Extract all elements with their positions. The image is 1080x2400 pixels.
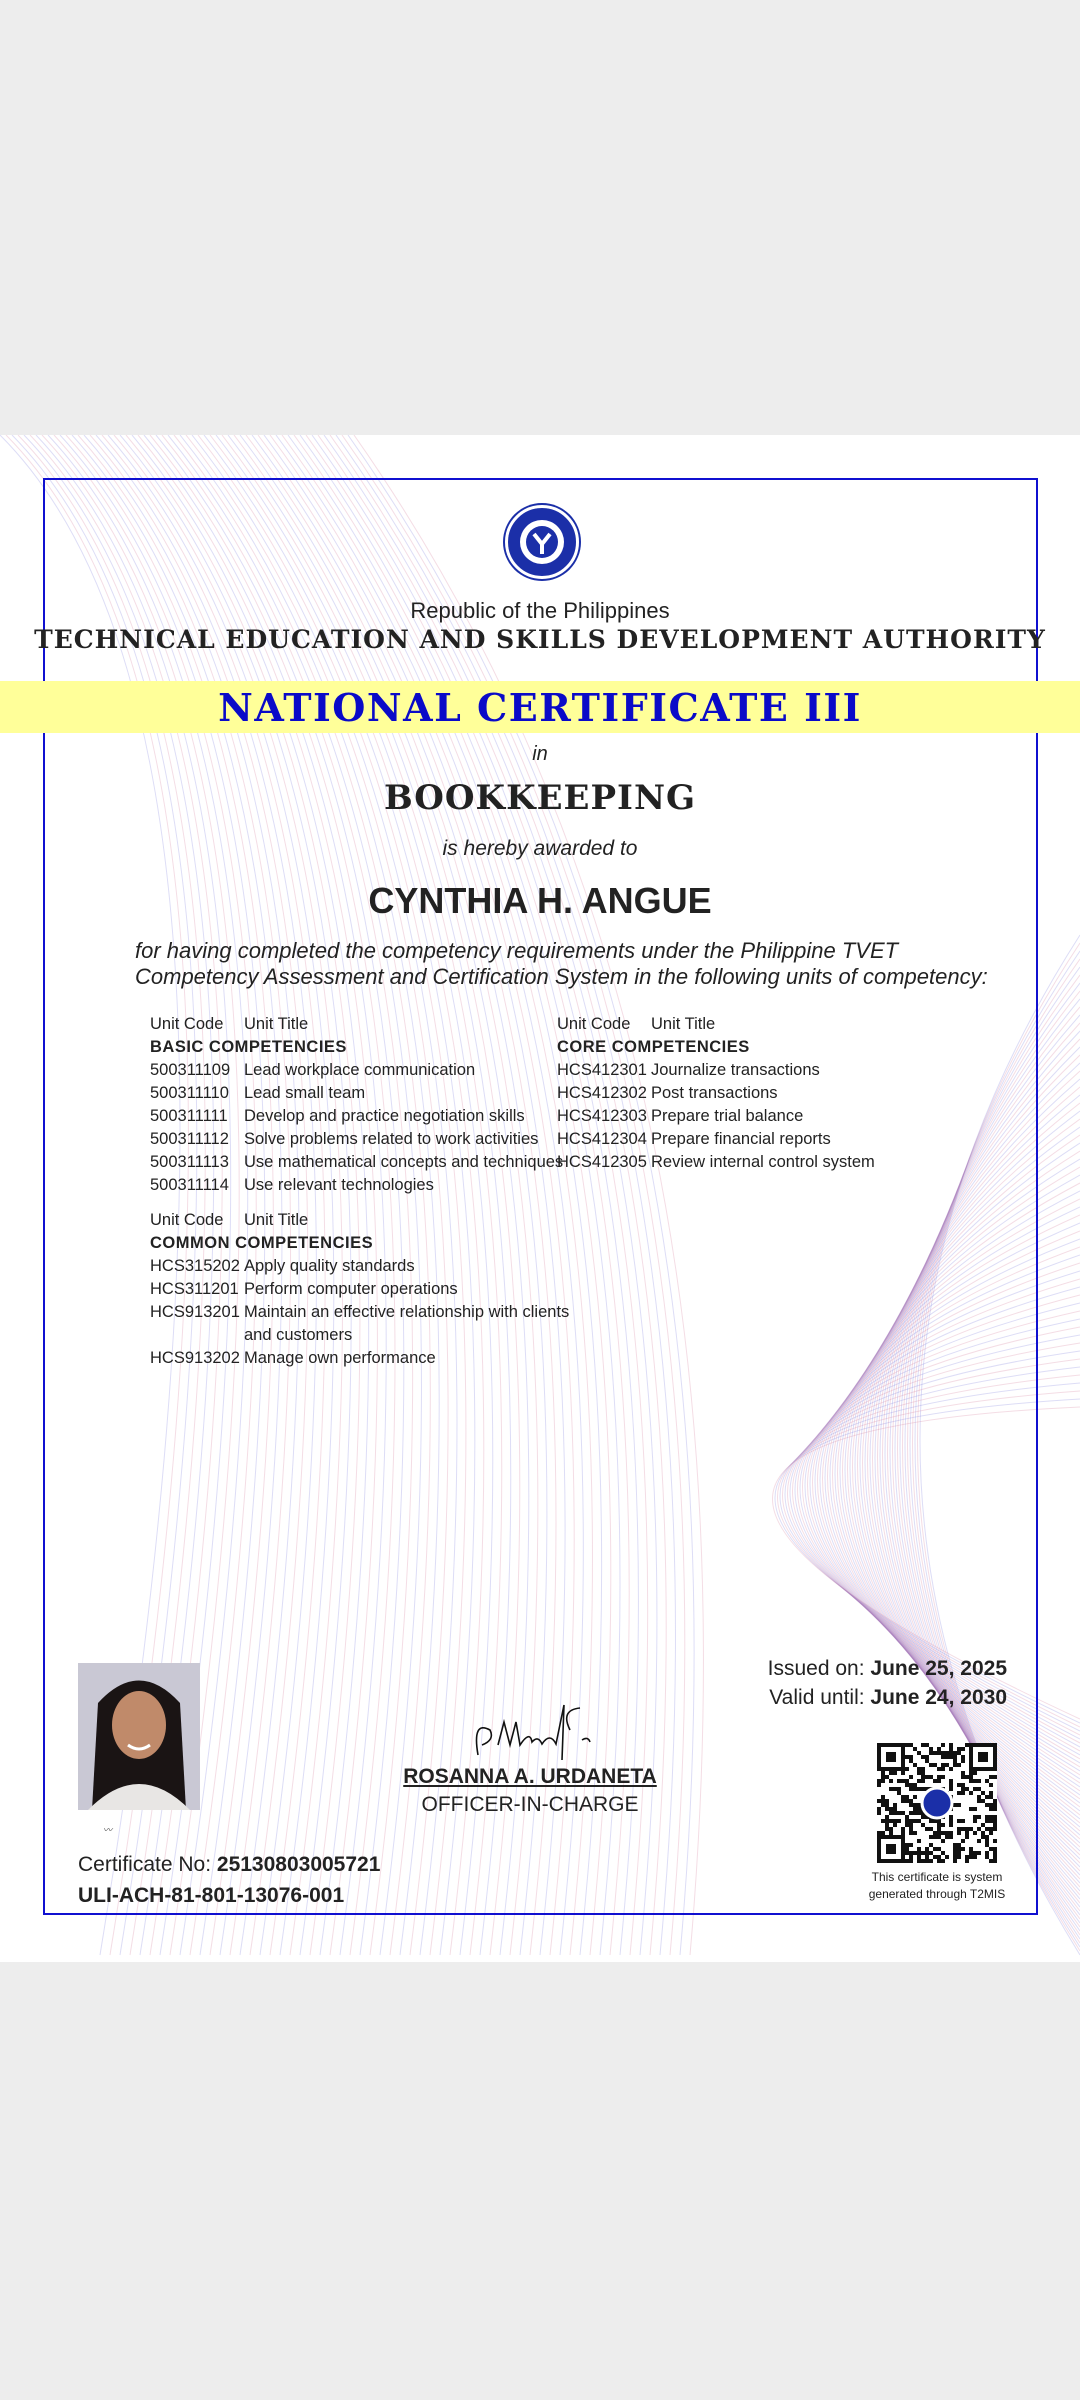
unit-code: 500311109 [150, 1061, 231, 1079]
qr-code-icon [877, 1743, 997, 1863]
column-header-code: Unit Code [150, 1211, 224, 1229]
unit-code: HCS315202 [150, 1257, 240, 1275]
unit-title: Manage own performance [244, 1349, 436, 1367]
column-header-code: Unit Code [557, 1015, 631, 1033]
qualification: BOOKKEEPING [383, 778, 697, 818]
basic-competencies-table [150, 1013, 569, 1370]
unit-title: Solve problems related to work activities [244, 1130, 539, 1148]
issued-label: Issued on: [767, 1657, 871, 1680]
issued-date: June 25, 2025 [870, 1657, 1007, 1680]
column-header-title: Unit Title [651, 1015, 716, 1033]
unit-row-continued [150, 1324, 569, 1347]
unit-title: Review internal control system [651, 1153, 875, 1171]
unit-code: 500311110 [150, 1084, 229, 1102]
unit-code: 500311111 [150, 1107, 228, 1125]
section-heading: COMMON COMPETENCIES [150, 1234, 374, 1252]
in-label: in [532, 743, 548, 765]
unit-code: HCS412303 [557, 1107, 647, 1125]
unit-row [557, 1151, 875, 1174]
unit-title: Apply quality standards [244, 1257, 415, 1275]
unit-title: Perform computer operations [244, 1280, 458, 1298]
republic-label: Republic of the Philippines [410, 598, 670, 623]
column-header-title: Unit Title [244, 1211, 309, 1229]
unit-row [150, 1278, 569, 1301]
unit-title: Prepare financial reports [651, 1130, 831, 1148]
certificate-level: NATIONAL CERTIFICATE III [218, 685, 862, 730]
issued-on [768, 1657, 1007, 1681]
valid-date: June 24, 2030 [870, 1686, 1007, 1709]
signatory-name: ROSANNA A. URDANETA [403, 1765, 657, 1788]
signatory-position: OFFICER-IN-CHARGE [421, 1793, 639, 1816]
unit-code: HCS412304 [557, 1130, 647, 1148]
unit-row [150, 1347, 569, 1370]
recipient-signature-icon: 〰 [103, 1825, 113, 1835]
column-header-title: Unit Title [244, 1015, 309, 1033]
unit-code: 500311114 [150, 1176, 229, 1194]
unit-row [150, 1301, 569, 1324]
unit-code: HCS311201 [150, 1280, 239, 1298]
unit-title: Post transactions [651, 1084, 778, 1102]
unit-code: HCS412301 [557, 1061, 647, 1079]
unit-row [150, 1059, 569, 1082]
officer-signature-icon [470, 1700, 610, 1770]
unit-row [557, 1082, 875, 1105]
section-heading: BASIC COMPETENCIES [150, 1038, 347, 1056]
unit-row [557, 1128, 875, 1151]
agency-name: TECHNICAL EDUCATION AND SKILLS DEVELOPMENT AUTHORITY [34, 625, 1046, 654]
unit-code: 500311113 [150, 1153, 229, 1171]
valid-label: Valid until: [769, 1686, 871, 1709]
unit-row [150, 1151, 569, 1174]
recipient-name: CYNTHIA H. ANGUE [368, 880, 712, 921]
recipient-photo [78, 1663, 200, 1810]
unit-title: Maintain an effective relationship with clients [244, 1303, 570, 1321]
awarded-label: is hereby awarded to [442, 837, 638, 860]
unit-code: 500311112 [150, 1130, 229, 1148]
statement-line-2: Competency Assessment and Certification System in the following units of competency: [135, 964, 988, 989]
unit-title: Develop and practice negotiation skills [244, 1107, 525, 1125]
qr-note-line-1: This certificate is system [871, 1870, 1003, 1884]
column-header-code: Unit Code [150, 1015, 224, 1033]
uli-number: ULI-ACH-81-801-13076-001 [78, 1884, 345, 1907]
unit-title: Lead small team [244, 1084, 366, 1102]
unit-title: Use mathematical concepts and techniques [244, 1153, 564, 1171]
certificate [0, 435, 1080, 1962]
qr-note [857, 1869, 1017, 1903]
certificate-number [78, 1853, 380, 1877]
certificate-number-label: Certificate No: [78, 1853, 217, 1876]
statement-line-1: for having completed the competency requirements under the Philippine TVET [135, 938, 899, 963]
tesda-seal-logo [505, 505, 579, 579]
unit-code: HCS412305 [557, 1153, 647, 1171]
unit-row [150, 1082, 569, 1105]
unit-row [557, 1105, 875, 1128]
unit-row [150, 1105, 569, 1128]
valid-until [769, 1686, 1007, 1710]
unit-title: Use relevant technologies [244, 1176, 434, 1194]
certificate-number-value: 25130803005721 [216, 1853, 381, 1876]
unit-row [150, 1128, 569, 1151]
unit-title: and customers [244, 1326, 353, 1344]
unit-code: HCS913201 [150, 1303, 240, 1321]
unit-row [150, 1174, 569, 1197]
unit-code: HCS412302 [557, 1084, 647, 1102]
unit-code: HCS913202 [150, 1349, 240, 1367]
unit-title: Prepare trial balance [651, 1107, 804, 1125]
qr-note-line-2: generated through T2MIS [868, 1887, 1006, 1901]
core-competencies-table [557, 1013, 875, 1174]
unit-title: Lead workplace communication [244, 1061, 476, 1079]
unit-title: Journalize transactions [651, 1061, 820, 1079]
unit-row [150, 1255, 569, 1278]
section-heading: CORE COMPETENCIES [557, 1038, 750, 1056]
unit-row [557, 1059, 875, 1082]
